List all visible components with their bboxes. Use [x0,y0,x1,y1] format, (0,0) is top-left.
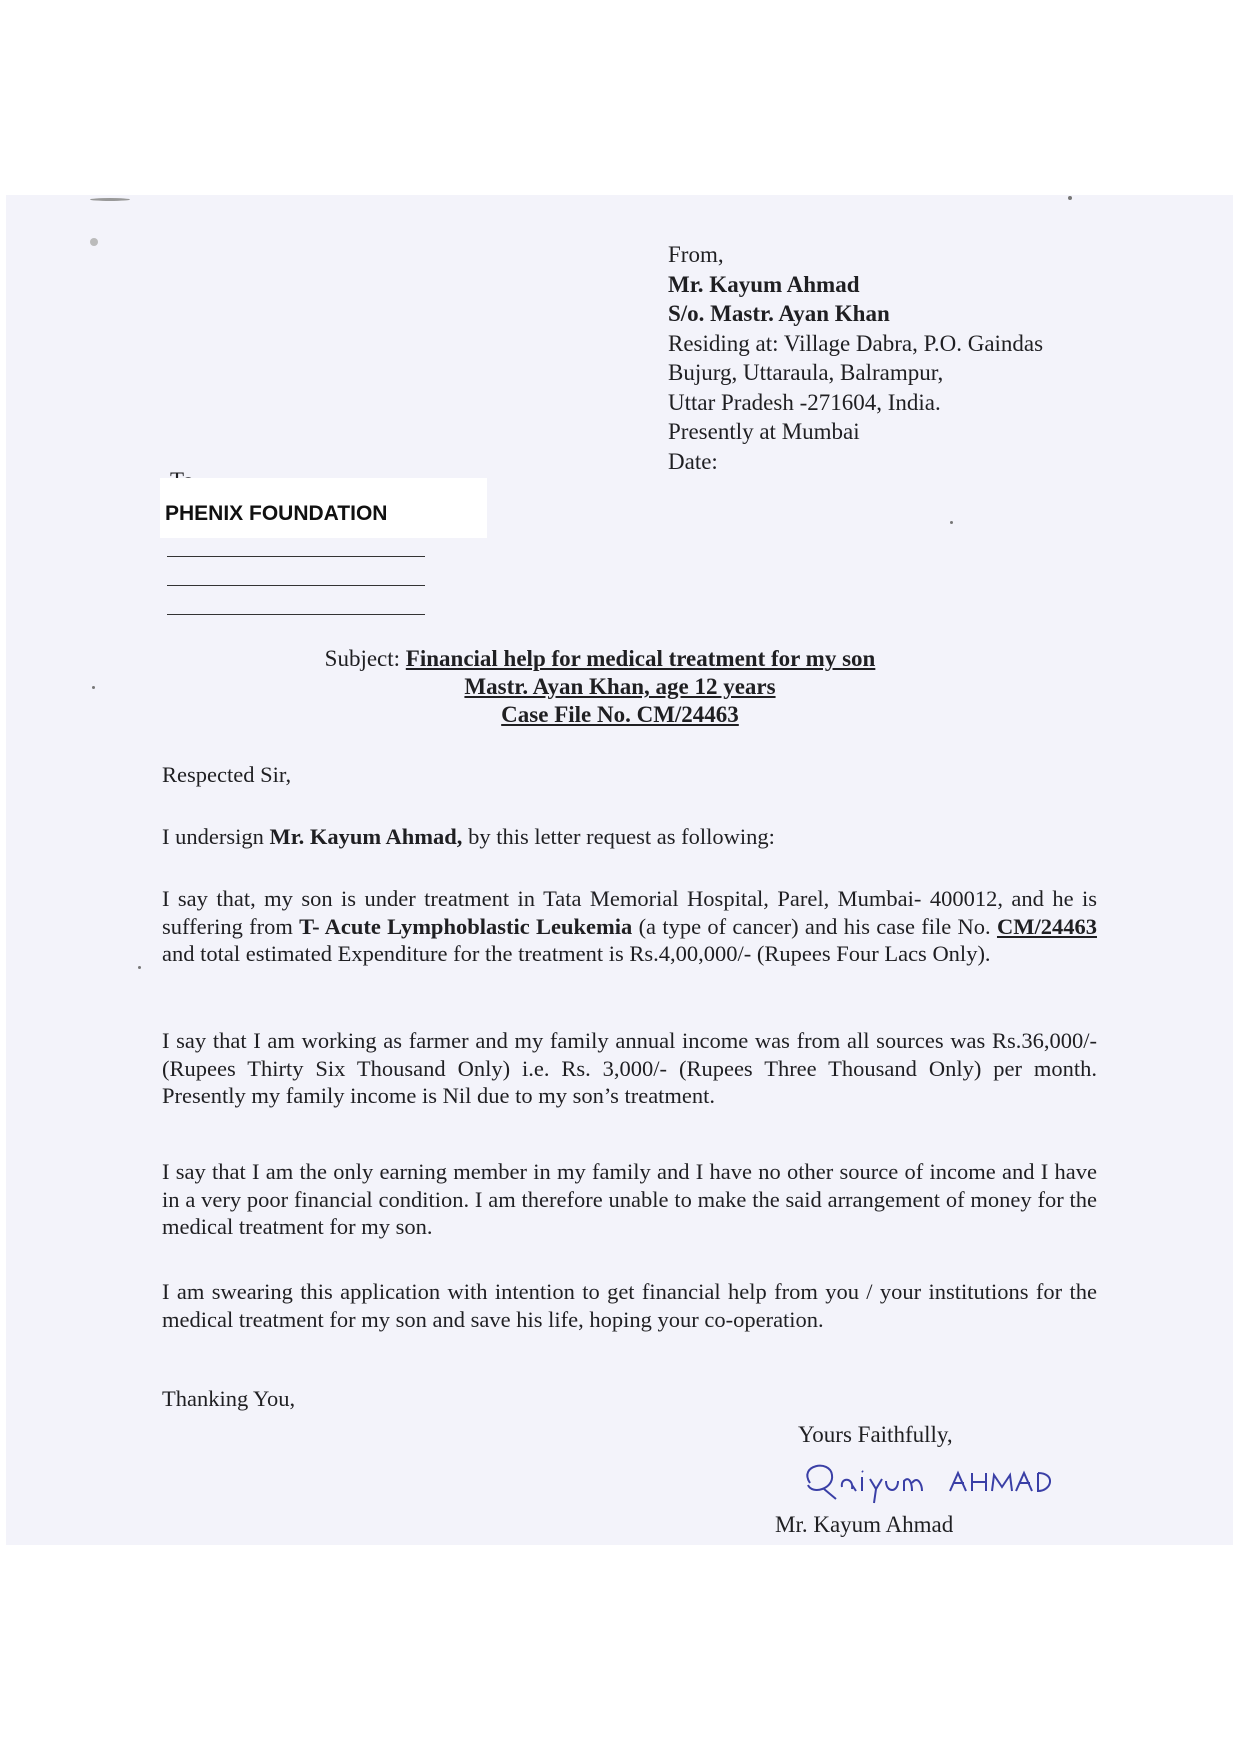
sender-address-line: Residing at: Village Dabra, P.O. Gaindas [668,330,1044,356]
sender-address-line: Bujurg, Uttaraula, Balrampur, [668,360,944,385]
subject-block [160,645,1040,729]
thanks: Thanking You, [162,1386,296,1411]
handwritten-signature [790,1455,1080,1515]
address-blank-line [167,614,425,615]
scan-speck [950,521,953,524]
address-blank-line [167,556,425,557]
sender-relation: S/o. Mastr. Ayan Khan [668,301,890,326]
subject-line: Case File No. CM/24463 [501,702,739,727]
paragraph-text: and total estimated Expenditure for the treatment is Rs.4,00,000/- (Rupees Four Lacs Only). [162,941,991,966]
disease-name: T- Acute Lymphoblastic Leukemia [299,913,633,939]
address-blank-line [167,585,425,586]
scan-speck [90,198,130,201]
scan-speck [1068,196,1072,200]
subject-line: Financial help for medical treatment for my son [405,646,876,671]
paragraph-text: (a type of cancer) and his case file No. [632,913,997,939]
intro-text: by this letter request as following: [462,824,775,849]
closing-phrase: Yours Faithfully, [798,1422,953,1447]
sender-address-line: Uttar Pradesh -271604, India. [668,389,941,415]
sender-name: Mr. Kayum Ahmad [668,271,860,297]
paragraph-treatment [162,885,1097,968]
from-label: From, [668,242,724,267]
case-number: CM/24463 [996,913,1097,939]
date-label: Date: [668,448,718,474]
scan-speck [90,238,98,246]
scanned-page [6,195,1233,1545]
signatory-name: Mr. Kayum Ahmad [775,1512,954,1537]
paragraph-request: I am swearing this application with intention to get financial help from you / your institutions for the medical treatment for my son and save his life, hoping your co-operation. [162,1279,1097,1332]
subject-line: Mastr. Ayan Khan, age 12 years [464,674,776,699]
scan-speck [92,686,95,689]
salutation: Respected Sir, [162,762,292,787]
paragraph-income: I say that I am working as farmer and my family annual income was from all sources was Rs.36,000/- (Rupees Thirty Six Thousand Only) i.e. Rs. 3,000/- (Rupees Three Thousand Only) per month. Presently my family income is Nil due to my son’s treatment. [162,1028,1097,1108]
paragraph-earning: I say that I am the only earning member in my family and I have no other source of income and I have in a very poor financial condition. I am therefore unable to make the said arrangement of money for the medical treatment for my son. [162,1159,1097,1239]
scan-speck [138,966,141,969]
intro-text: I undersign [162,824,270,849]
sender-location: Presently at Mumbai [668,419,860,444]
sender-block [668,240,1043,476]
subject-label: Subject: [324,646,401,671]
intro-name: Mr. Kayum Ahmad, [269,824,463,849]
recipient-name: PHENIX FOUNDATION [165,502,388,525]
paragraph-text: I say that, my son is under treatment in Tata Memorial Hospital, Parel, Mumbai- 400012, and he is suffering from [162,886,1097,939]
intro-paragraph [162,823,1097,851]
